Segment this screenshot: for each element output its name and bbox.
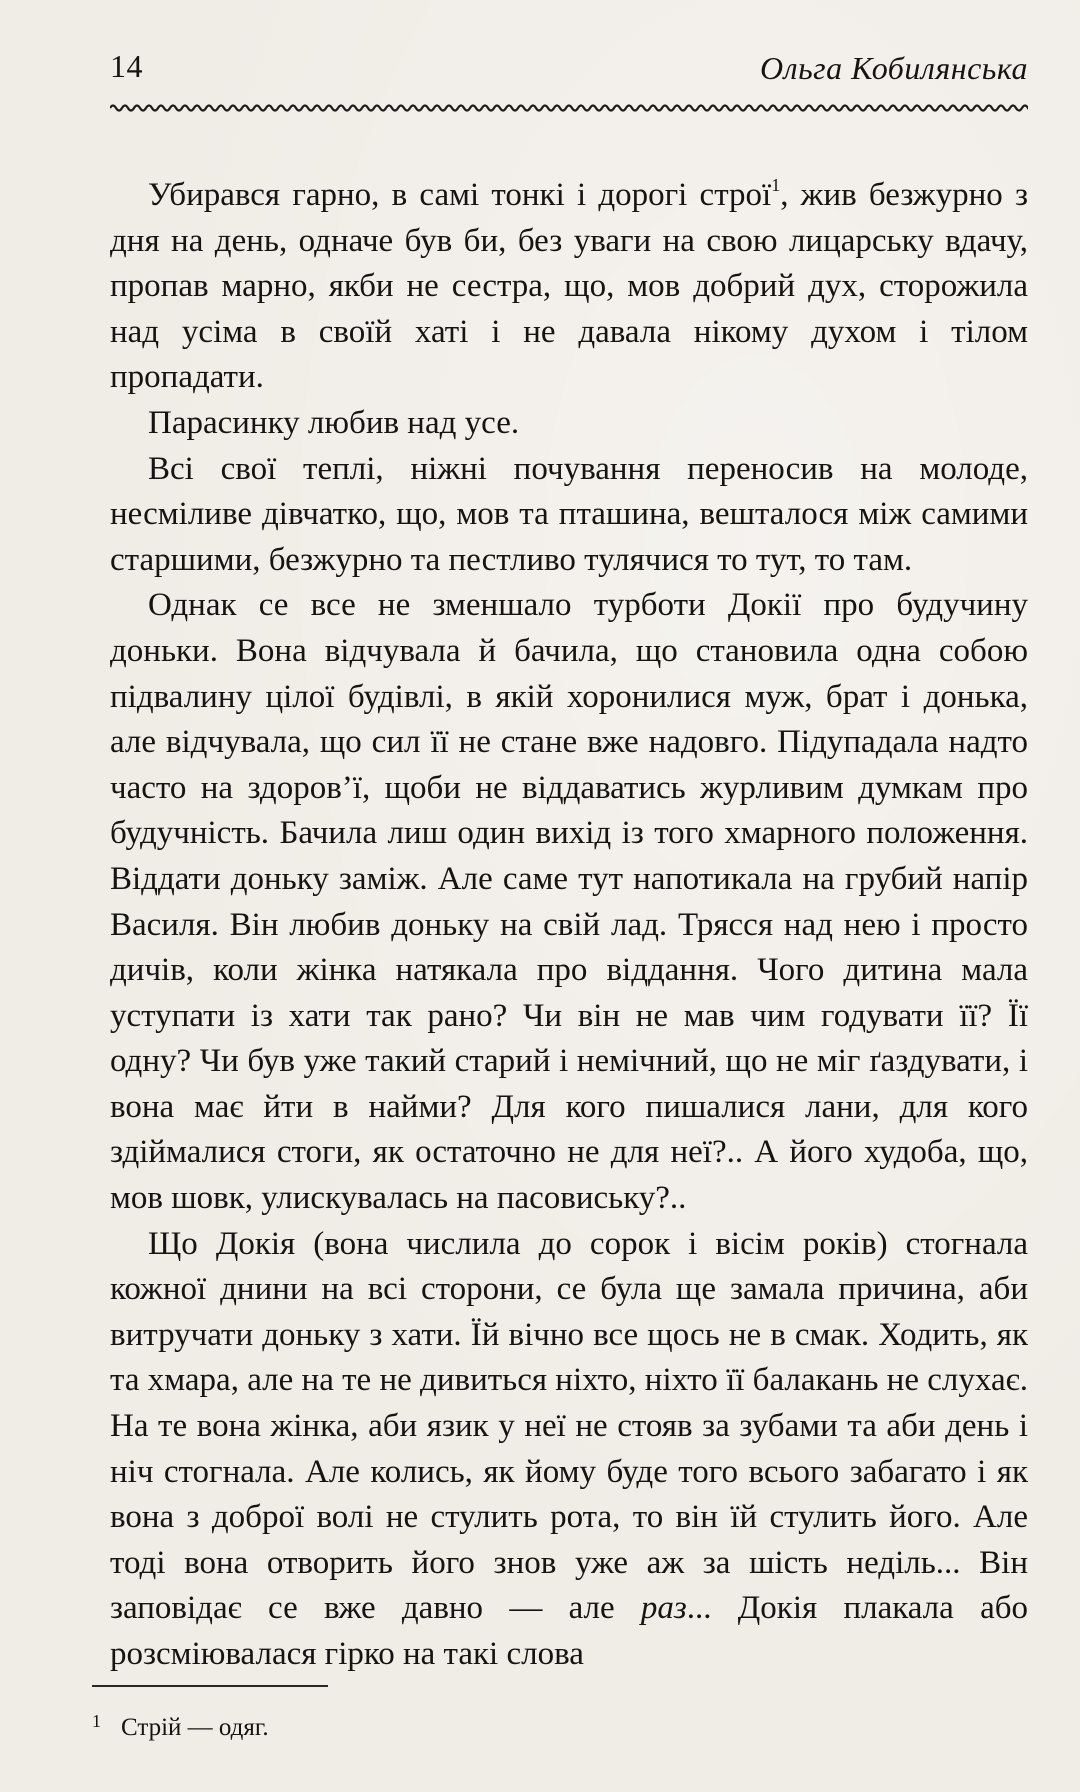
page-header [110, 48, 1028, 98]
body-text [110, 173, 1028, 1678]
footnote-text: Стрій — одяг. [121, 1714, 269, 1741]
footnote-ref: 1 [771, 175, 781, 195]
paragraph-1: Убирався гарно, в самі тонкі і дорогі строї$^1$, жив безжурно з дня на день, одначе був би, без уваги на свою лицарську вдачу, пропав марно, якби не сестра, що, мов добрий дух, сторожила над усіма в своїй хаті і не давала нікому духом і тілом пропадати. [110, 175, 1028, 396]
paragraph-2: Парасинку любив над усе. [148, 404, 520, 441]
footnote-divider [92, 1685, 328, 1687]
paragraph-4: Однак се все не зменшало турботи Докії про будучину доньки. Вона відчувала й бачила, що становила одна собою підвалину цілої будівлі, в якій хоронилися муж, брат і донька, але відчувала, що сил її не стане вже надовго. Підупадала надто часто на здоров’ї, щоби не віддаватись журливим думкам про будучність. Бачила лиш один вихід із того хмарного положення. Віддати доньку заміж. Але саме тут напотикала на грубий напір Василя. Він любив доньку на свій лад. Трясся над нею і просто дичів, коли жінка натякала про віддання. Чого дитина мала уступати із хати так рано? Чи він не мав чим годувати її? Її одну? Чи був уже такий старий і немічний, що не міг ґаздувати, і вона має йти в найми? Для кого пишалися лани, для кого здіймалися стоги, як остаточно не для неї?.. А його худоба, що, мов шовк, улискувалась на пасовиську?.. [110, 587, 1028, 1217]
italic-word: раз [640, 1590, 687, 1627]
paragraph-5: Що Докія (вона числила до сорок і вісім років) стогнала кожної днини на всі сторони, се була ще замала причина, аби витручати доньку з хати. Їй вічно все щось не в смак. Ходить, як та хмара, але на те не дивиться ніхто, ніхто її балакань не слухає. На те вона жінка, аби язик у неї не стояв за зубами та аби день і ніч стогнала. Але колись, як йому буде того всього забагато і як вона з доброї волі не стулить рота, то він їй стулить його. Але тоді вона отворить його знов уже аж за шість неділь... Він заповідає се вже давно — але раз... Докія плакала або розсміювалася гірко на такі слова [110, 1225, 1028, 1672]
footnote-mark: 1 [92, 1711, 101, 1731]
wavy-rule-ornament [110, 100, 1028, 116]
page-number: 14 [110, 48, 143, 84]
footnote [92, 1705, 269, 1744]
paragraph-3: Всі свої теплі, ніжні почування переносив на молоде, несміливе дівчатко, що, мов та пташина, вешталося між самими старшими, безжурно та пестливо тулячися то тут, то там. [110, 450, 1028, 578]
running-title: Ольга Кобилянська [760, 50, 1028, 86]
